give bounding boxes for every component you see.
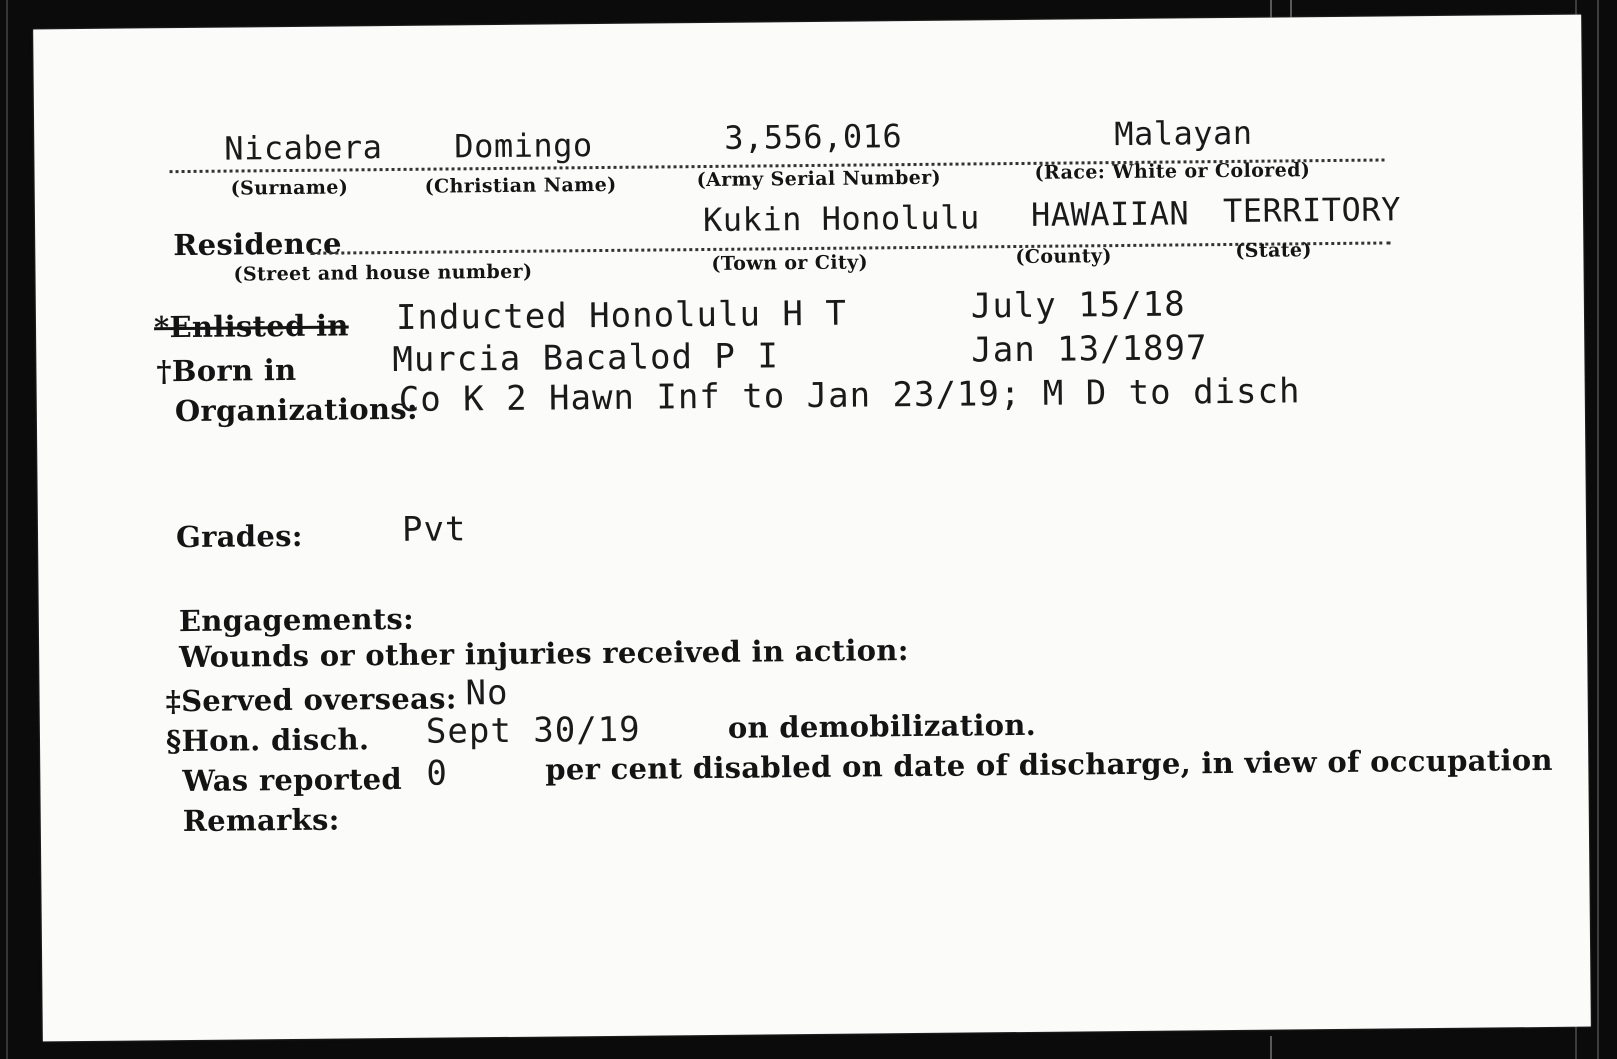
organizations-value: Co K 2 Hawn Inf to Jan 23/19; M D to disch bbox=[398, 371, 1301, 420]
town-value: Kukin Honolulu bbox=[702, 198, 980, 240]
discharge-label: §Hon. disch. bbox=[165, 722, 370, 759]
organizations-label: Organizations: bbox=[174, 391, 419, 429]
scan-speck bbox=[6, 0, 8, 1059]
enlisted-label: *Enlisted in bbox=[153, 308, 349, 345]
born-label: †Born in bbox=[156, 352, 297, 389]
overseas-value: No bbox=[465, 672, 509, 714]
enlisted-value: Inducted Honolulu H T bbox=[395, 293, 848, 338]
race-value: Malayan bbox=[1114, 113, 1253, 154]
engagements-label: Engagements: bbox=[178, 601, 415, 639]
service-record-card bbox=[33, 15, 1591, 1042]
county-value: HAWAIIAN bbox=[1030, 194, 1190, 234]
state-value: TERRITORY bbox=[1222, 190, 1402, 231]
born-value: Murcia Bacalod P I bbox=[392, 336, 780, 381]
street-caption: (Street and house number) bbox=[233, 260, 533, 286]
scan-speck bbox=[1597, 0, 1599, 1059]
enlisted-date: July 15/18 bbox=[970, 284, 1186, 327]
town-caption: (Town or City) bbox=[711, 251, 869, 275]
wounds-label: Wounds or other injuries received in action: bbox=[179, 633, 909, 675]
discharge-value: Sept 30/19 bbox=[425, 709, 641, 752]
state-caption: (State) bbox=[1235, 239, 1312, 262]
discharge-suffix: on demobilization. bbox=[727, 707, 1037, 745]
grades-value: Pvt bbox=[401, 509, 467, 550]
scan-speck bbox=[1270, 1036, 1272, 1059]
disability-label: Was reported bbox=[182, 761, 403, 799]
born-date: Jan 13/1897 bbox=[971, 328, 1208, 371]
surname-value: Nicabera bbox=[224, 128, 383, 168]
christian-name-caption: (Christian Name) bbox=[424, 173, 617, 198]
overseas-label: ‡Served overseas: bbox=[165, 681, 457, 719]
grades-label: Grades: bbox=[175, 518, 303, 555]
christian-name-value: Domingo bbox=[454, 126, 593, 166]
county-caption: (County) bbox=[1015, 245, 1112, 269]
residence-label: Residence bbox=[173, 226, 342, 263]
remarks-label: Remarks: bbox=[182, 802, 340, 839]
serial-number-value: 3,556,016 bbox=[724, 117, 903, 157]
race-caption: (Race: White or Colored) bbox=[1034, 159, 1311, 184]
disability-value: 0 bbox=[426, 753, 449, 794]
disability-suffix: per cent disabled on date of discharge, in view of occupation bbox=[545, 742, 1553, 787]
surname-caption: (Surname) bbox=[230, 176, 349, 200]
serial-number-caption: (Army Serial Number) bbox=[696, 166, 942, 192]
